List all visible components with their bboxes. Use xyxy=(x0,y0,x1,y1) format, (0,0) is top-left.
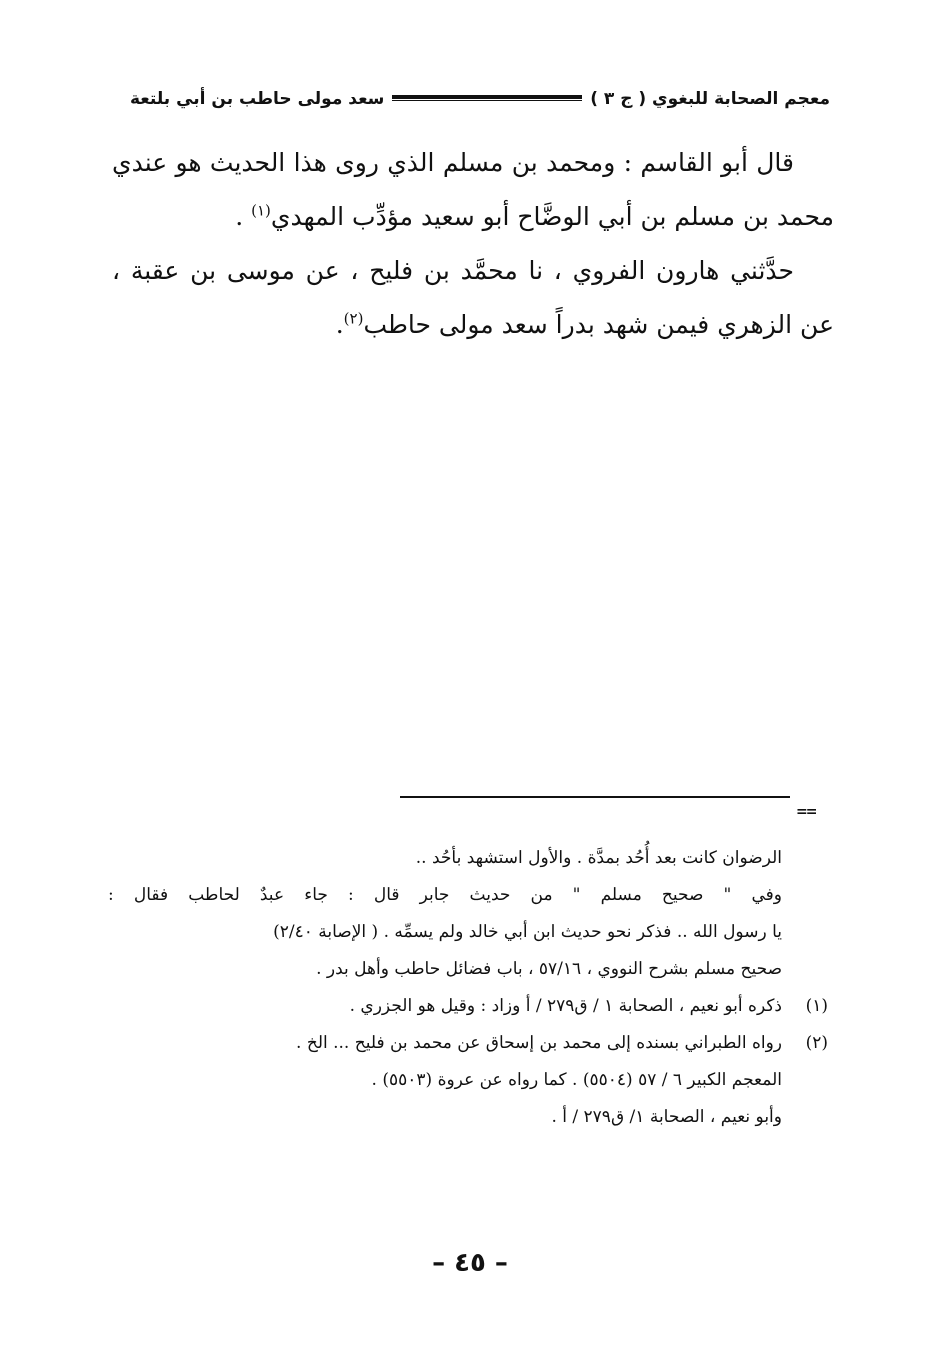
section-title: سعد مولى حاطب بن أبي بلتعة xyxy=(130,89,385,109)
footnote-line: وأبو نعيم ، الصحابة ١/ ق٢٧٩ / أ . xyxy=(551,1107,782,1127)
paragraph-2 xyxy=(112,244,834,352)
footnote-ref-2: (٢) xyxy=(343,309,364,328)
footnote-line: رواه الطبراني بسنده إلى محمد بن إسحاق عن محمد بن فليح ... الخ . xyxy=(296,1033,782,1053)
footnote-continued-line: يا رسول الله .. فذكر نحو حديث ابن أبي خالد ولم يسمِّه . ( الإصابة ٢/٤٠) xyxy=(273,922,782,942)
footnote-2 xyxy=(108,1025,828,1136)
footnote-number: (٢) xyxy=(805,1033,828,1053)
footnote-number: (١) xyxy=(805,996,828,1016)
paragraph-1-end: . xyxy=(235,202,252,231)
main-text xyxy=(112,136,834,352)
footnote-line: المعجم الكبير ٦ / ٥٧ (٥٥٠٤) . كما رواه عن عروة (٥٥٠٣) . xyxy=(371,1070,782,1090)
footnote-line: ذكره أبو نعيم ، الصحابة ١ / ق٢٧٩ / أ وزاد : وقيل هو الجزري . xyxy=(349,996,782,1016)
footnote-separator xyxy=(400,796,790,798)
footnote-body xyxy=(296,1025,782,1136)
footnote-continued-line: الرضوان كانت بعد أُحُد بمدَّة . والأول استشهد بأحُد .. xyxy=(415,848,782,868)
paragraph-1-text: قال أبو القاسم : ومحمد بن مسلم الذي روى هذا الحديث هو عندي محمد بن مسلم بن أبي الوضَّاح أبو سعيد مؤدِّب المهدي xyxy=(112,148,834,231)
footnote-ref-1: (١) xyxy=(251,201,271,220)
paragraph-1 xyxy=(112,136,834,244)
footnote-1 xyxy=(108,988,828,1025)
page-number: – ٤٥ – xyxy=(432,1248,508,1278)
paragraph-2-end: . xyxy=(335,310,344,339)
running-header xyxy=(130,84,830,114)
header-rule xyxy=(392,95,582,101)
footnote-continued-line: صحيح مسلم بشرح النووي ، ٥٧/١٦ ، باب فضائل حاطب وأهل بدر . xyxy=(316,959,782,979)
footnote-continuation-mark: == xyxy=(796,804,816,820)
footnote-body xyxy=(350,988,782,1025)
paragraph-2-text: حدَّثني هارون الفروي ، نا محمَّد بن فليح ، عن موسى بن عقبة ، عن الزهري فيمن شهد بدراً سعد مولى حاطب xyxy=(112,256,834,339)
book-title: معجم الصحابة للبغوي ( ج ٣ ) xyxy=(590,89,830,109)
footnote-continued-line: وفي " صحيح مسلم " من حديث جابر قال : جاء عبدٌ لحاطب فقال : xyxy=(108,885,782,905)
footnotes xyxy=(108,840,828,1136)
